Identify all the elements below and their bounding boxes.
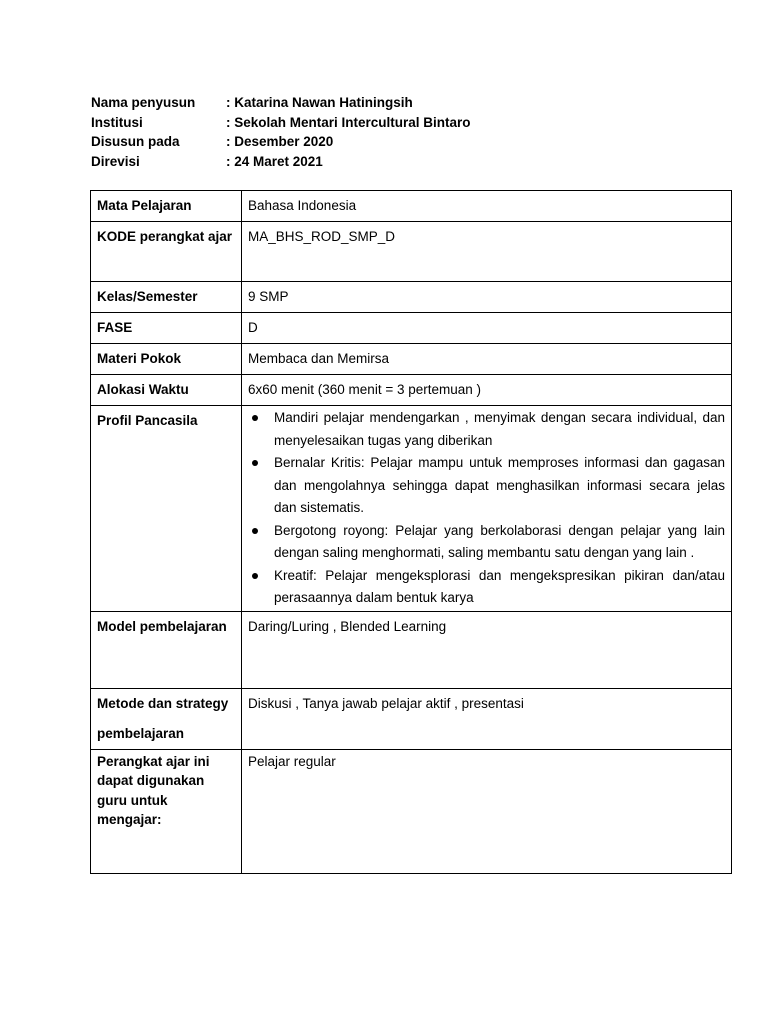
row-label: Perangkat ajar ini dapat digunakan guru untuk mengajar:	[91, 749, 242, 873]
bullet-icon	[252, 415, 258, 421]
header-row-author	[91, 93, 471, 113]
row-label: Metode dan strategy pembelajaran	[91, 688, 242, 749]
row-label: Materi Pokok	[91, 344, 242, 375]
list-item: Bergotong royong: Pelajar yang berkolaborasi dengan pelajar yang lain dengan saling menghormati, saling membantu satu dengan yang lain .	[268, 520, 725, 565]
row-value: MA_BHS_ROD_SMP_D	[242, 222, 732, 282]
table-row	[91, 688, 732, 749]
row-value: Diskusi , Tanya jawab pelajar aktif , presentasi	[242, 688, 732, 749]
row-label: KODE perangkat ajar	[91, 222, 242, 282]
row-label: Kelas/Semester	[91, 282, 242, 313]
table-row	[91, 375, 732, 406]
list-item: Mandiri pelajar mendengarkan , menyimak dengan secara individual, dan menyelesaikan tugas yang diberikan	[268, 407, 725, 452]
bullet-icon	[252, 460, 258, 466]
table-row	[91, 222, 732, 282]
header-value: : 24 Maret 2021	[226, 153, 323, 169]
header-row-institution	[91, 113, 471, 133]
row-label: Model pembelajaran	[91, 611, 242, 688]
document-header	[91, 93, 471, 171]
row-value: Pelajar regular	[242, 749, 732, 873]
list-item: Bernalar Kritis: Pelajar mampu untuk memproses informasi dan gagasan dan mengolahnya sehingga dapat menghasilkan informasi secara jelas dan sistematis.	[268, 452, 725, 520]
row-label: FASE	[91, 313, 242, 344]
row-label: Mata Pelajaran	[91, 191, 242, 222]
header-label: Direvisi	[91, 153, 140, 169]
profil-pancasila-list	[248, 407, 725, 610]
table-row	[91, 611, 732, 688]
table-row	[91, 749, 732, 873]
header-value: : Sekolah Mentari Intercultural Bintaro	[226, 114, 471, 130]
row-label: Alokasi Waktu	[91, 375, 242, 406]
table-row	[91, 406, 732, 612]
header-label: Disusun pada	[91, 134, 180, 149]
row-value: Bahasa Indonesia	[242, 191, 732, 222]
profil-list-wrap	[248, 406, 725, 611]
header-label: Institusi	[91, 114, 143, 130]
row-value: 9 SMP	[242, 282, 732, 313]
list-item: Kreatif: Pelajar mengeksplorasi dan mengekspresikan pikiran dan/atau perasaannya dalam bentuk karya	[268, 565, 725, 610]
header-row-revised	[91, 152, 471, 172]
row-value: 6x60 menit (360 menit = 3 pertemuan )	[242, 375, 732, 406]
table-row	[91, 282, 732, 313]
header-label: Nama penyusun	[91, 95, 196, 110]
header-value: : Katarina Nawan Hatiningsih	[226, 95, 413, 110]
row-value: D	[242, 313, 732, 344]
header-row-created	[91, 132, 471, 152]
header-value: : Desember 2020	[226, 134, 334, 149]
table-row	[91, 313, 732, 344]
bullet-icon	[252, 573, 258, 579]
row-value	[242, 406, 732, 612]
table-row	[91, 344, 732, 375]
row-value: Membaca dan Memirsa	[242, 344, 732, 375]
lesson-info-table	[90, 190, 732, 874]
bullet-icon	[252, 528, 258, 534]
row-value: Daring/Luring , Blended Learning	[242, 611, 732, 688]
table-row	[91, 191, 732, 222]
row-label: Profil Pancasila	[91, 406, 242, 612]
